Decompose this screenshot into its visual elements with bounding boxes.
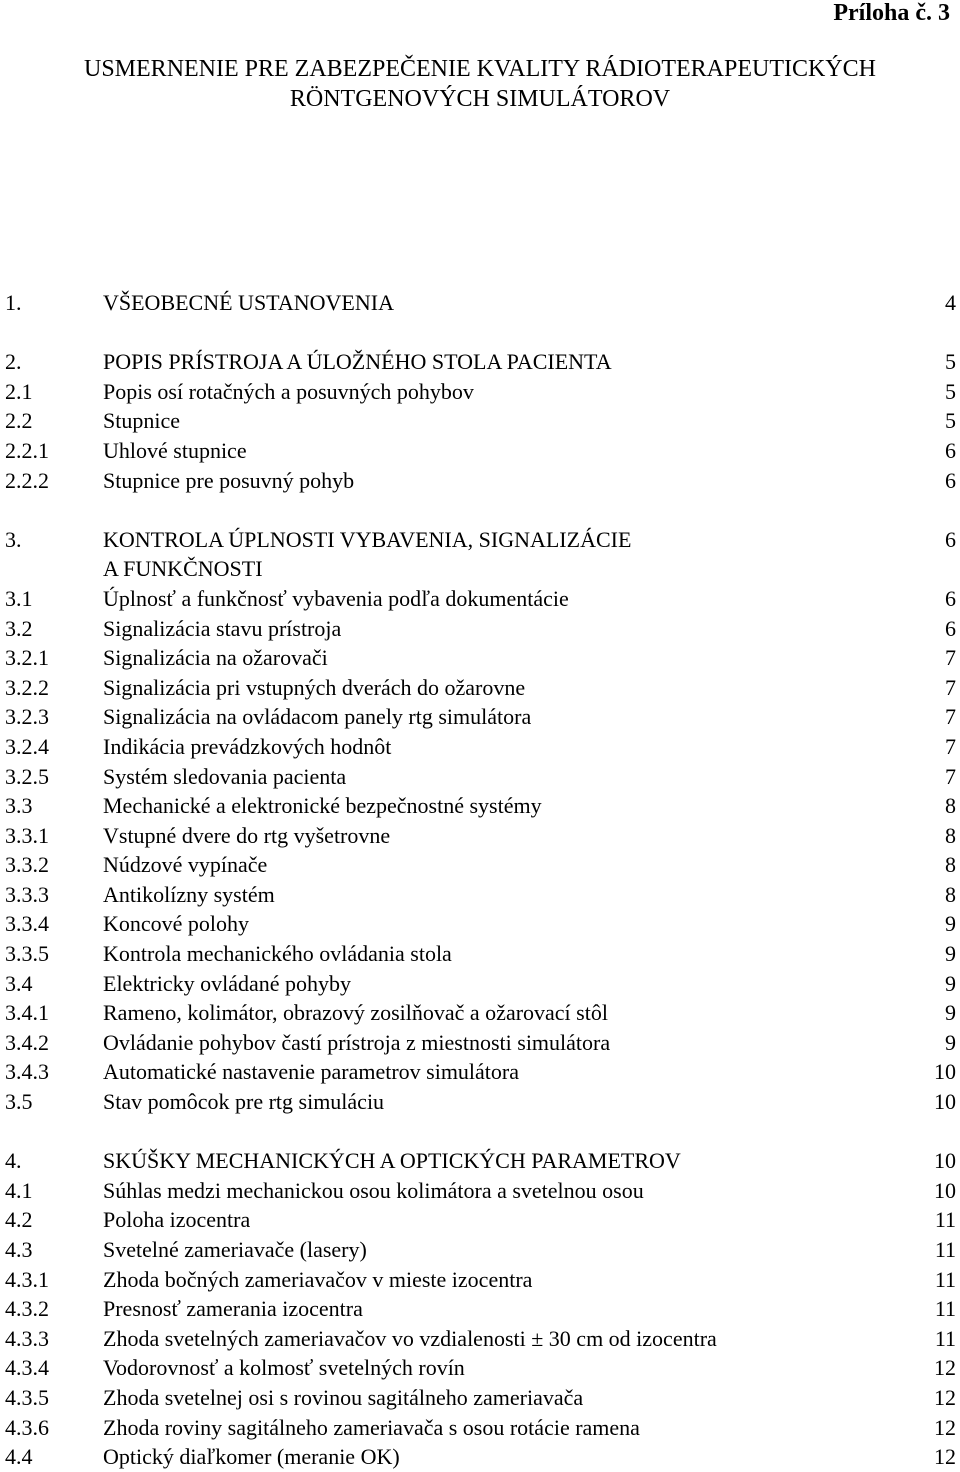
toc-number: 2.2: [5, 408, 33, 434]
toc-page: 8: [945, 822, 956, 848]
toc-number: 4.4: [5, 1444, 33, 1470]
toc-title: Zhoda bočných zameriavačov v mieste izocentra: [103, 1266, 533, 1292]
toc-title: VŠEOBECNÉ USTANOVENIA: [103, 290, 394, 315]
toc-title: Kontrola mechanického ovládania stola: [103, 941, 452, 967]
toc-number: 3.3.2: [5, 852, 49, 878]
toc-entry: [0, 880, 960, 910]
toc-number: 3.2: [5, 615, 33, 641]
toc-number: 3.3.3: [5, 881, 49, 907]
toc-page: 6: [945, 615, 956, 641]
toc-title: Zhoda svetelných zameriavačov vo vzdialenosti ± 30 cm od izocentra: [103, 1325, 717, 1351]
toc-number: 2.2.2: [5, 467, 49, 493]
toc-number: 4.: [5, 1148, 22, 1174]
toc-entry: [0, 1413, 960, 1443]
toc-entry: [0, 673, 960, 703]
toc-number: 3.3.5: [5, 941, 49, 967]
toc-page: 11: [934, 1237, 956, 1262]
document-title-line-2: RÖNTGENOVÝCH SIMULÁTOROV: [289, 86, 671, 112]
toc-entry: [0, 732, 960, 762]
toc-entry: [0, 1087, 960, 1117]
toc-title: Poloha izocentra: [103, 1207, 251, 1233]
toc-entry: [0, 702, 960, 732]
toc-title: Stupnice: [103, 408, 180, 434]
toc-title: Antikolízny systém: [103, 881, 275, 907]
toc-number: 3.2.3: [5, 704, 49, 730]
toc-number: 3.3.4: [5, 911, 49, 937]
toc-title: Signalizácia pri vstupných dverách do ožarovne: [103, 674, 526, 700]
toc-number: 3.5: [5, 1089, 33, 1115]
toc-title: A FUNKČNOSTI: [103, 556, 263, 582]
toc-entry: [0, 1294, 960, 1324]
toc-title: POPIS PRÍSTROJA A ÚLOŽNÉHO STOLA PACIENTA: [103, 349, 612, 375]
toc-entry: [0, 1028, 960, 1058]
toc-title: KONTROLA ÚPLNOSTI VYBAVENIA, SIGNALIZÁCIE: [103, 526, 632, 552]
toc-title: Zhoda roviny sagitálneho zameriavača s osou rotácie ramena: [103, 1414, 640, 1440]
toc-page: 9: [945, 941, 956, 967]
toc-title: Vodorovnosť a kolmosť svetelných rovín: [103, 1355, 465, 1381]
toc-number: 2.2.1: [5, 437, 49, 463]
toc-page: 11: [934, 1207, 956, 1233]
document-title: [0, 54, 960, 114]
toc-page: 7: [945, 645, 956, 671]
toc-page: 9: [945, 1000, 956, 1026]
toc-title: Núdzové vypínače: [103, 852, 268, 878]
toc-entry: [0, 969, 960, 999]
toc-entry: [0, 939, 960, 969]
annex-label: Príloha č. 3: [833, 0, 950, 26]
toc-number: 3.3.1: [5, 822, 49, 848]
toc-page: 11: [934, 1266, 956, 1292]
toc-title: Systém sledovania pacienta: [103, 763, 347, 789]
toc-page: 11: [934, 1296, 956, 1322]
toc-title: Signalizácia na ožarovači: [103, 645, 328, 671]
toc-number: 3.: [5, 526, 22, 552]
toc-page: 7: [945, 674, 956, 700]
toc-title: Mechanické a elektronické bezpečnostné systémy: [103, 793, 542, 819]
toc-entry: [0, 1205, 960, 1235]
toc-title: Koncové polohy: [103, 911, 250, 937]
toc-entry: [0, 525, 960, 555]
toc-number: 3.2.5: [5, 763, 49, 789]
toc-entry: [0, 1324, 960, 1354]
toc-number: 3.4.1: [5, 1000, 49, 1026]
toc-entry: [0, 377, 960, 407]
toc-number: 3.2.4: [5, 733, 49, 759]
toc-title: Elektricky ovládané pohyby: [103, 970, 352, 996]
toc-entry: [0, 436, 960, 466]
toc-page: 7: [945, 733, 956, 759]
toc-entry: [0, 614, 960, 644]
toc-title: Súhlas medzi mechanickou osou kolimátora a svetelnou osou: [103, 1177, 644, 1203]
toc-page: 8: [945, 793, 956, 819]
toc-page: 9: [945, 911, 956, 937]
toc-page: 12: [934, 1414, 956, 1440]
toc-entry: [0, 909, 960, 939]
toc-number: 4.3.2: [5, 1296, 49, 1322]
toc-entry: [0, 791, 960, 821]
toc-number: 3.4: [5, 970, 33, 996]
toc-page: 8: [945, 852, 956, 878]
toc-number: 2.: [5, 349, 22, 375]
toc-page: 7: [945, 704, 956, 730]
toc-number: 4.3.5: [5, 1384, 49, 1410]
toc-page: 12: [934, 1384, 956, 1410]
toc-page: 6: [945, 526, 956, 552]
toc-page: 5: [945, 408, 956, 434]
toc-page: 10: [934, 1059, 956, 1085]
toc-number: 3.3: [5, 793, 33, 819]
toc-entry: [0, 998, 960, 1028]
toc-title: Automatické nastavenie parametrov simulátora: [103, 1059, 520, 1085]
toc-page: 6: [945, 467, 956, 493]
toc-page: 10: [934, 1089, 956, 1115]
toc-number: 3.2.1: [5, 645, 49, 671]
toc-title: Rameno, kolimátor, obrazový zosilňovač a ožarovací stôl: [103, 1000, 608, 1026]
toc-title: Zhoda svetelnej osi s rovinou sagitálneho zameriavača: [103, 1384, 584, 1410]
toc-page: 6: [945, 437, 956, 463]
toc-entry: [0, 466, 960, 496]
toc-number: 4.2: [5, 1207, 33, 1233]
toc-page: 4: [945, 290, 956, 315]
toc-title: Indikácia prevádzkových hodnôt: [103, 733, 392, 759]
toc-number: 4.3.6: [5, 1414, 49, 1440]
toc-number: 4.3.4: [5, 1355, 49, 1381]
toc-page: 9: [945, 1029, 956, 1055]
document-title-line-1: USMERNENIE PRE ZABEZPEČENIE KVALITY RÁDIOTERAPEUTICKÝCH: [84, 56, 876, 82]
toc-number: 1.: [5, 290, 22, 315]
toc-entry: [0, 288, 960, 318]
toc-number: 4.3: [5, 1237, 33, 1262]
toc-page: 8: [945, 881, 956, 907]
toc-entry: [0, 850, 960, 880]
toc-entry: [0, 643, 960, 673]
toc-entry: [0, 1146, 960, 1176]
table-of-contents: [0, 288, 960, 1472]
toc-entry: [0, 1057, 960, 1087]
toc-entry: [0, 1265, 960, 1295]
toc-title: Stupnice pre posuvný pohyb: [103, 467, 355, 493]
toc-page: 12: [934, 1355, 956, 1381]
toc-title: Presnosť zamerania izocentra: [103, 1296, 363, 1322]
toc-title: Uhlové stupnice: [103, 437, 247, 463]
toc-page: 10: [934, 1177, 956, 1203]
toc-title: Vstupné dvere do rtg vyšetrovne: [103, 822, 391, 848]
toc-entry: [0, 821, 960, 851]
toc-entry: [0, 1383, 960, 1413]
toc-number: 3.4.2: [5, 1029, 49, 1055]
toc-number: 3.1: [5, 585, 33, 611]
toc-number: 3.4.3: [5, 1059, 49, 1085]
toc-page: 5: [945, 378, 956, 404]
toc-entry-continuation: [0, 554, 960, 584]
toc-title: SKÚŠKY MECHANICKÝCH A OPTICKÝCH PARAMETROV: [103, 1148, 681, 1174]
toc-number: 3.2.2: [5, 674, 49, 700]
toc-page: 6: [945, 585, 956, 611]
toc-title: Signalizácia stavu prístroja: [103, 615, 342, 641]
toc-entry: [0, 406, 960, 436]
toc-entry: [0, 762, 960, 792]
toc-entry: [0, 584, 960, 614]
toc-entry: [0, 1235, 960, 1265]
toc-title: Ovládanie pohybov častí prístroja z miestnosti simulátora: [103, 1029, 611, 1055]
toc-number: 4.1: [5, 1177, 33, 1203]
toc-page: 12: [934, 1444, 956, 1470]
toc-title: Úplnosť a funkčnosť vybavenia podľa dokumentácie: [103, 585, 569, 611]
toc-entry: [0, 1176, 960, 1206]
toc-entry: [0, 1442, 960, 1472]
toc-title: Stav pomôcok pre rtg simuláciu: [103, 1089, 385, 1115]
toc-page: 5: [945, 349, 956, 375]
toc-page: 10: [934, 1148, 956, 1174]
toc-number: 2.1: [5, 378, 33, 404]
toc-title: Svetelné zameriavače (lasery): [103, 1237, 367, 1262]
toc-page: 7: [945, 763, 956, 789]
toc-title: Popis osí rotačných a posuvných pohybov: [103, 378, 474, 404]
toc-page: 9: [945, 970, 956, 996]
toc-entry: [0, 347, 960, 377]
toc-number: 4.3.3: [5, 1325, 49, 1351]
toc-page: 11: [934, 1325, 956, 1351]
toc-title: Signalizácia na ovládacom panely rtg simulátora: [103, 704, 532, 730]
toc-title: Optický diaľkomer (meranie OK): [103, 1444, 400, 1470]
toc-entry: [0, 1353, 960, 1383]
toc-number: 4.3.1: [5, 1266, 49, 1292]
